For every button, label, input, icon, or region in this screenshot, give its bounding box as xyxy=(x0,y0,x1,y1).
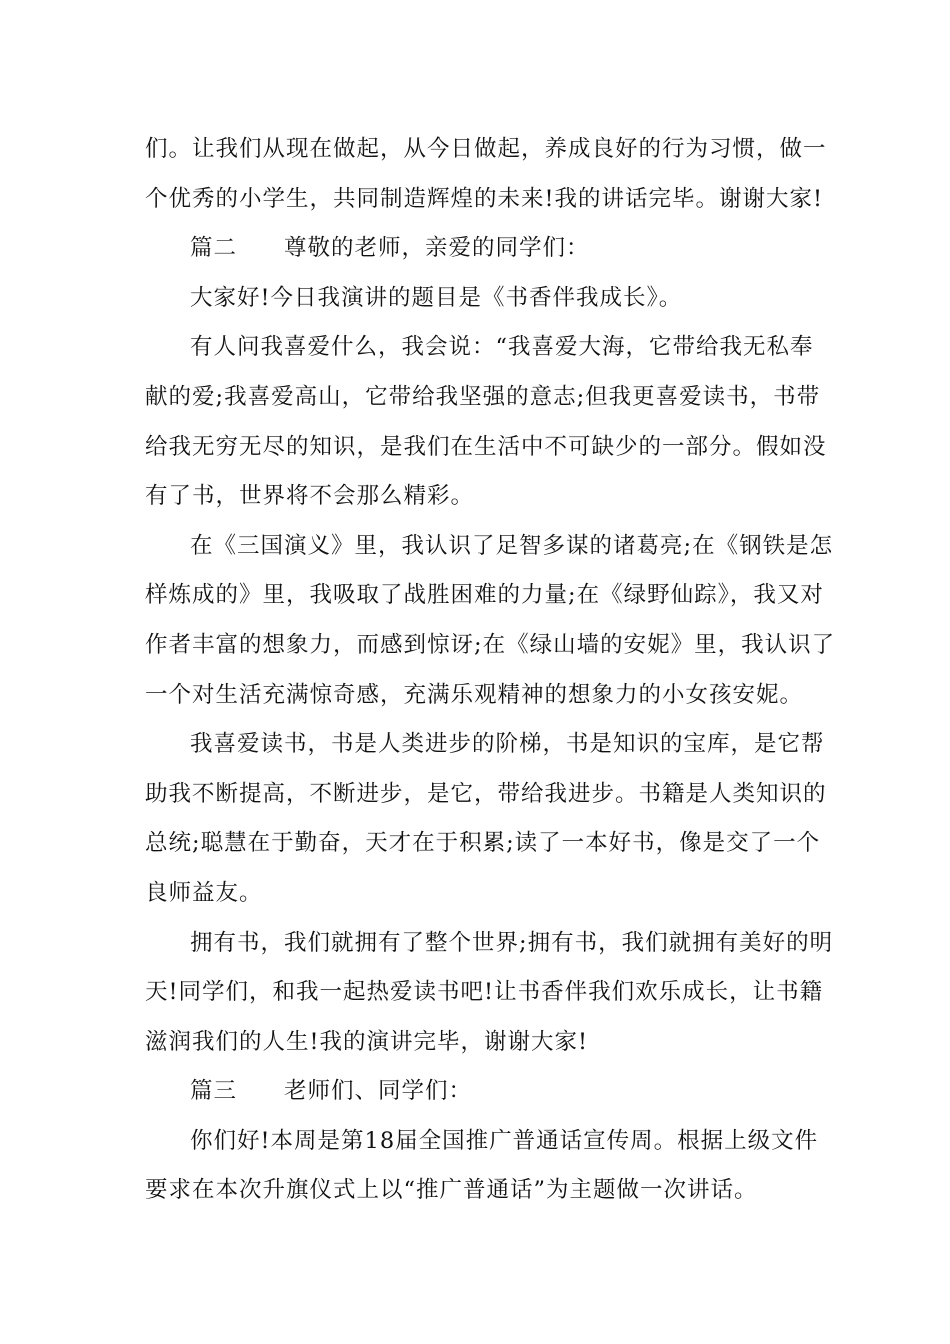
text-line: 有了书，世界将不会那么精彩。 xyxy=(145,483,475,510)
text-line: 滋润我们的人生!我的演讲完毕，谢谢大家! xyxy=(145,1028,589,1055)
document-body xyxy=(145,125,836,1216)
text-line: 个优秀的小学生，共同制造辉煌的未来!我的讲话完毕。谢谢大家! xyxy=(145,185,824,212)
text-line: 样炼成的》里，我吸取了战胜困难的力量;在《绿野仙踪》，我又对 xyxy=(145,582,824,609)
section-greeting: 尊敬的老师，亲爱的同学们： xyxy=(284,235,590,262)
text-line: 们。让我们从现在做起，从今日做起，养成良好的行为习惯，做一 xyxy=(145,136,827,162)
text-line: 作者丰富的想象力，而感到惊讶;在《绿山墙的安妮》里，我认识了 xyxy=(145,631,836,658)
text-line: 献的爱;我喜爱高山，它带给我坚强的意志;但我更喜爱读书，书带 xyxy=(145,383,821,410)
section-heading-2 xyxy=(145,224,815,274)
text-line: 总统;聪慧在于勤奋，天才在于积累;读了一本好书，像是交了一个 xyxy=(145,830,821,857)
section-label: 篇三 xyxy=(190,1078,238,1105)
text-line: 在《三国演义》里，我认识了足智多谋的诸葛亮;在《钢铁是怎 xyxy=(190,532,834,559)
text-line: 给我无穷无尽的知识，是我们在生活中不可缺少的一部分。假如没 xyxy=(145,433,827,460)
section-label: 篇二 xyxy=(190,235,238,262)
text-line: 大家好!今日我演讲的题目是《书香伴我成长》。 xyxy=(190,284,683,311)
text-line: 良师益友。 xyxy=(145,879,263,906)
text-line: 你们好!本周是第18届全国推广普通话宣传周。根据上级文件 xyxy=(190,1127,819,1154)
section-heading-3 xyxy=(145,1067,815,1117)
section-greeting: 老师们、同学们： xyxy=(284,1078,473,1105)
text-line: 我喜爱读书，书是人类进步的阶梯，书是知识的宝库，是它帮 xyxy=(190,731,825,758)
text-line: 天!同学们，和我一起热爱读书吧!让书香伴我们欢乐成长，让书籍 xyxy=(145,979,824,1006)
text-line: 一个对生活充满惊奇感，充满乐观精神的想象力的小女孩安妮。 xyxy=(145,681,804,708)
text-line: 拥有书，我们就拥有了整个世界;拥有书，我们就拥有美好的明 xyxy=(190,929,834,956)
text-line: 有人问我喜爱什么，我会说：“我喜爱大海，它带给我无私奉 xyxy=(190,334,814,361)
text-line: 要求在本次升旗仪式上以“推广普通话”为主题做一次讲话。 xyxy=(145,1177,758,1204)
text-line: 助我不断提高，不断进步，是它，带给我进步。书籍是人类知识的 xyxy=(145,780,827,807)
